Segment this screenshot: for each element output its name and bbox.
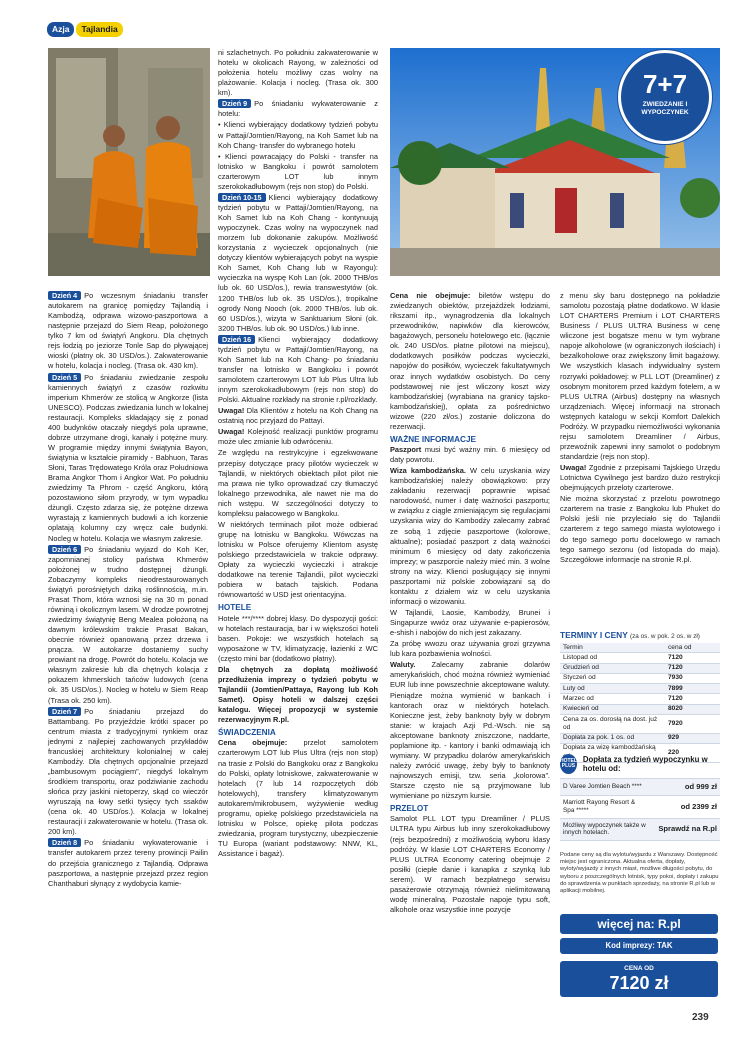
table-row [560, 643, 720, 653]
body-paragraph [390, 291, 550, 432]
hotel-supplement-title: Dopłata za tydzień wypoczynku w hotelu od: [582, 755, 708, 773]
body-text: W celu uzyskania wizy kambodżańskiej należy obowiązkowo: przy zakładaniu rezerwacji poprawnie wpisać narodowość, numer i datę ważności paszportu; w związku z ciągle zmieniającym się regulacjami uzyskania wizy do Kambodży zalecamy zabrać ze sobą 1 zdjęcie paszportowe (kolorowe, aktualne); posiadać paszport z datą ważności minimum 6 miesięcy od daty zakończenia imprezy; w paszporcie należy mieć min. 3 wolne strony na wizy. Klienci posługujący się innymi paszportami niż polskie zobowiązani są do kontaktu z działem wiz w celu uzyskania informacji o wizowaniu. [390, 466, 551, 606]
body-text: z menu sky baru dostępnego na pokładzie samolotu pozostają płatne dodatkowo. W klasie LOT CHARTERS Premium i LOT CHARTERS Business / PLUS ULTRA Business w cenę wliczone jest bogatsze menu w tym wybrane napoje alkoholowe (w ograniczonych ilościach) i bezalkoholowe oraz zwiększony limit bagażowy. We wszystkich klasach indywidualny system rozrywki pokładowej: w PLL LOT (Dreamliner) z osobnym monitorem przed każdym fotelem, a w PLUS ULTRA (Airbus) dostępny na własnych urządzeniach. Więcej informacji na stronach wstępnych katalogu w sekcji Komfort Dalekich Podróży. W przypadku niemożliwości wykonania rejsu samolotem Dreamliner / Airbus, przewoźnik zapewni inny samolot o podobnym standardzie (rejs non stop). [560, 291, 720, 461]
price-cell: 7930 [665, 673, 720, 683]
prices-title: TERMINY I CENY [560, 630, 628, 640]
monks-photo [48, 48, 210, 276]
term-cell: Termin [560, 643, 665, 653]
bullet-text: • Klienci powracający do Polski - transfer na lotnisko w Bangkoku i powrót samolotem czarterowym LOT lub innym szerokokadłubowym (rejs non stop) do Polski. [218, 151, 378, 191]
body-bold: Cena nie obejmuje: [390, 291, 471, 300]
day-paragraph [48, 291, 208, 372]
body-paragraph [560, 291, 720, 462]
price-from-label: CENA OD [624, 965, 654, 972]
body-paragraph [390, 608, 550, 638]
tour-type-badge [618, 50, 712, 144]
note-paragraph [218, 427, 378, 447]
day-text: Po śniadaniu wykwaterowanie i transfer autokarem przez tereny prowincji Pailin do przejścia granicznego z Tajlandią. Odprawa paszportowa, a następnie przejazd przez region Chanthaburi słynący z wydobycia kamie- [48, 838, 208, 888]
prices-heading [560, 630, 700, 642]
table-row [560, 694, 720, 704]
day-text: Po śniadaniu przejazd do Battambang. Po przyjeździe krótki spacer po centrum miasta z tradycyjnymi rynkiem oraz jednymi z najlepiej zachowanych przykładów francuskiej architektury kolonialnej w całej Kambodży. Dla chętnych opcjonalnie przejazd „bambusowym pociągiem”, niegdyś lokalnym środkiem transportu, oraz podziwianie zachodu słońca przy jaskini nietoperzy, skąd co wieczór wyruszają na łowy setki tysięcy tych ssaków (cena ok. 40 USD/os.). Kolacja w lokalnej restauracji i zakwaterowanie w hotelu. (Trasa ok. 200 km). [48, 706, 208, 837]
hotel-price: Sprawdź na R.pl [658, 823, 717, 833]
page-number: 239 [692, 1012, 709, 1023]
hotel-name: D Varee Jomtien Beach **** [563, 783, 642, 791]
bullet-paragraph [218, 152, 378, 192]
price-table [560, 643, 720, 763]
price-cell: 220 [665, 743, 720, 762]
price-cell: cena od [665, 643, 720, 653]
info-column-3 [390, 291, 550, 916]
hotel-row[interactable] [560, 779, 720, 796]
body-text: Zalecamy zabranie dolarów amerykańskich, choć można również wymieniać EUR lub inne powszechnie akceptowane waluty. Pieniądze można wymienić w bankach i kantorach oraz w niektórych hotelach. Konieczne jest, żeby banknoty były w dobrym stanie: w krajach Azji Pd.-Wsch. nie są akceptowane banknoty zniszczone, naddarte, poplamione itp. - kantory i banki odmawiają ich wymiany. W przypadku dolarów amerykańskich należy zwrócić uwagę, żeby były to banknoty najnowszych emisji, tzw. seria „kolorowa”. Starsze często nie są przyjmowane lub wymieniane po niższym kursie. [390, 660, 550, 801]
hotel-plus-icon: HOTEL PLUS [560, 754, 577, 774]
body-paragraph [560, 463, 720, 493]
body-text: biletów wstępu do zwiedzanych obiektów, przejażdżek łodziami, rikszami itp., wynagrodzenia dla lokalnych przewodników, napiwków dla kierowców, bagażowych, personelu hotelowego etc. (łącznie ok. 240 USD/os. płatne pilotowi na miejscu), dodatkowych posiłków podczas wycieczki, napojów do posiłków, wycieczek fakultatywnych oraz innych wydatków osobistych. Do ceny podstawowej nie jest wliczony koszt wizy kambodżańskiej (wyrabiana na granicy tajsko-kambodżańskiej), opłata za pośrednictwo wizowe (220 zł/os.) zostanie doliczona do rezerwacji. [390, 291, 551, 431]
day-label: Dzień 9 [218, 99, 251, 108]
itinerary-column-2 [218, 48, 378, 860]
table-row [560, 663, 720, 673]
body-paragraph [390, 639, 550, 659]
day-label: Dzień 10-15 [218, 193, 266, 202]
price-cell: 7899 [665, 684, 720, 694]
body-text: musi być ważny min. 6 miesięcy od daty powrotu. [390, 445, 550, 465]
info-column-4 [560, 291, 720, 566]
breadcrumb [47, 22, 123, 37]
body-bold: Uwaga! [560, 463, 587, 473]
price-cell: 7120 [665, 653, 720, 663]
table-row [560, 673, 720, 683]
prices-note: (za os. w pok. 2 os. w zł) [629, 633, 700, 640]
body-paragraph [560, 494, 720, 564]
body-bold: Waluty. [390, 660, 416, 670]
table-row [560, 653, 720, 663]
body-bold: Wiza kambodżańska. [390, 466, 466, 476]
body-bold: Dla chętnych za dopłatą możliwość przedłużenia imprezy o tydzień pobytu w Tajlandii (Jomtien/Pattaya, Rayong lub Koh Samet). Opisy hoteli w dalszej części katalogu. Więcej propozycji w systemie rezerwacyjnym R.pl. [218, 664, 378, 725]
bullet-text: • Klienci wybierający dodatkowy tydzień pobytu w Pattaji/Jomtien/Rayong, na Koh Samet lub na Koh Chang- transfer do wybranego hotelu [218, 120, 378, 150]
hotel-row[interactable] [560, 819, 720, 841]
note-bold: Uwaga! [218, 406, 245, 416]
breadcrumb-country[interactable]: Tajlandia [76, 22, 122, 37]
price-cell: 7120 [665, 663, 720, 673]
body-paragraph [218, 520, 378, 601]
body-paragraph [390, 445, 550, 465]
term-cell: Cena za os. dorosłą na dost. już od [560, 715, 665, 734]
term-cell: Grudzień od [560, 663, 665, 673]
more-info-button[interactable]: więcej na: R.pl [560, 914, 718, 934]
term-cell: Marzec od [560, 694, 665, 704]
tour-code-label: Kod imprezy: TAK [560, 938, 718, 954]
body-paragraph [218, 665, 378, 725]
term-cell: Listopad od [560, 653, 665, 663]
body-paragraph [218, 614, 378, 664]
term-cell: Dopłata za pok. 1 os. od [560, 733, 665, 743]
table-row [560, 704, 720, 714]
hotel-supplement-box [560, 750, 720, 841]
body-text: Hotele ***/**** dobrej klasy. Do dyspozycji gości: w hotelach restauracja, bar i w większości hoteli basen. Pokoje: we wszystkich hotelach są wyposażone w TV, klimatyzację, łazienki z WC (często mini bar (dodatkowo płatny). [218, 613, 378, 663]
body-paragraph [390, 660, 550, 801]
body-bold: Cena obejmuje: [218, 738, 288, 748]
day-text: Po śniadaniu zwiedzanie zespołu kamiennych świątyń z czasów rozkwitu imperium Khmerów ze stolicą w Angkorze (lista UNESCO). Podczas zwiedzania lunch w lokalnej restauracji. Kompleks składający się z ponad 400 budynków otaczały niegdyś pola uprawne, dobrze utrzymane drogi, kanały i potężne mury. W programie między innymi świątynia Bayon, świątynia w kształcie piramidy - Babhuon, Taras Słoni, Taras Trędowatego Króla oraz Południowa Brama Angkor Thom i Angkor Wat. Po południu zwiedzimy Ta Phrom - część Angkoru, którą pozostawiono siłom przyrody, w tym wypadku dżungli. Często zdarza się, że potężne drzewa wyrastają z kamiennych budowli a ich korzenie oplatają kolumny czy wręcz całe budynki. Nocleg w hotelu. Kolacja we własnym zakresie. [48, 372, 208, 543]
body-text: Za próbę wwozu oraz używania grozi grzywna lub kara pozbawienia wolności. [390, 639, 550, 659]
day-text: Klienci wybierający dodatkowy tydzień pobytu w Pattaji/Jomtien/Rayong, na Koh Samet lub na Koh Chang - kontynuują wypoczynek. Czas wolny na wypoczynek nad morzem lub dokonanie zakupów. Możliwość korzystania z wycieczek opcjonalnych (nie dotyczy klientów wybierających pobyt na wyspie Koh Samet, Koh Chang lub w Rayongu): wycieczka na wyspę Koh Lan (ok. 2000 THB/os lub ok. 60 USD/os.), rewia transwestytów (ok. 1200 THB/os lub ok. 35 USD/os.), tropikalne ogrody Nong Nooch (ok. 2000 THB/os. lub ok. 60 USD/os.), wizyta w Sanktuarium Słoni (ok. 3200 THB/os. lub ok. 90 USD/os.) lub inne. [218, 192, 378, 333]
price-cell: 8020 [665, 704, 720, 714]
day-label: Dzień 4 [48, 291, 81, 300]
body-paragraph [218, 738, 378, 859]
day-paragraph [218, 335, 378, 405]
itinerary-column-1 [48, 291, 208, 890]
note-text: Dla Klientów z hotelu na Koh Chang na ostatnią noc przyjazd do Pattayi. [218, 406, 378, 426]
day-paragraph [218, 99, 378, 119]
body-paragraph [390, 814, 550, 915]
body-text: W Tajlandii, Laosie, Kambodży, Brunei i Singapurze wwóz oraz używanie e-papierosów, e-shish i nabojów do nich jest zakazany. [390, 608, 550, 638]
body-text: Samolot PLL LOT typu Dreamliner / PLUS ULTRA typu Airbus lub inny szerokokadłubowy (rejs bezpośredni) z możliwością wyboru klasy podróży. W klasie LOT CHARTERS Economy / PLUS ULTRA Economy catering obejmuje 2 posiłki (ciepłe danie i kanapka z szynką lub serem). W ramach bezpłatnego serwisu pasażerowie otrzymają również nielimitowaną wodę mineralną. Pozostałe napoje typu soft, alkohole oraz wszystkie inne pozycje [390, 814, 550, 914]
day-text: Po wczesnym śniadaniu transfer autokarem na granicę pomiędzy Tajlandią i Kambodżą, odprawa wizowo-paszportowa a następnie przejazd do Siem Reap, położonego tylko 7 km od świątyń Angkoru. Dla chętnych rejs łodzią po jeziorze Tonle Sap do pływającej wioski (płatny ok. 30 USD/os.). Zakwaterowanie w hotelu, kolacja i nocleg. (Trasa ok. 430 km). [48, 291, 208, 371]
breadcrumb-region[interactable]: Azja [47, 22, 74, 37]
monks-illustration [48, 48, 210, 276]
price-from-value: 7120 zł [609, 973, 669, 993]
table-row [560, 684, 720, 694]
day-text: Po śniadaniu wyjazd do Koh Ker, zapomnianej stolicy państwa Khmerów położonej w trudno dostępnej dżungli. Zobaczymy kompleks nieodrestaurowanych świątyń porośniętych dziką roślinnością, m.in. Prasat Thom, która wznosi się na 30 m ponad równiną i okolicznym lasem. W drodze powrotnej zwiedzimy świątynię Beng Mealea położoną na dawnym królewskim trakcie Prasat Bakan, obecnie również opanowaną przez drzewa i pnącza. W autokarze dostaniemy suchy prowiant na drogę. Powrót do hotelu. Kolacja we własnym zakresie lub dla chętnych kolacja z pokazem khmerskich tańców ludowych (cena ok. 35 USD/os.). Nocleg w hotelu w Siem Reap (Trasa ok. 250 km). [48, 544, 208, 705]
price-cell: 7920 [665, 715, 720, 734]
price-cell: 7120 [665, 694, 720, 704]
section-heading-flight: PRZELOT [390, 804, 429, 814]
day-paragraph [48, 373, 208, 544]
day-paragraph [48, 707, 208, 838]
section-heading-hotels: HOTELE [218, 603, 252, 613]
section-heading-services: ŚWIADCZENIA [218, 728, 276, 738]
hotel-row[interactable] [560, 796, 720, 818]
day-paragraph [48, 838, 208, 888]
hotel-supplement-header [560, 750, 720, 779]
day-label: Dzień 8 [48, 838, 81, 847]
body-text: przelot samolotem czarterowym LOT lub Plus Ultra (rejs non stop) na trasie z Polski do Bangkoku oraz z Bangkoku do Polski, opłaty lotniskowe, zakwaterowanie w hotelach (7 lub 14 rozpoczętych dób hotelowych), transfery klimatyzowanym autokarem/mikrobusem, wyżywienie według programu, opiekę polskiego przedstawiciela na lotnisku w Polsce, opiekę pilota podczas zwiedzania, program turystyczny, ubezpieczenie TU Europa (wariant podstawowy: NNW, KL, Assistance i bagaż). [218, 738, 379, 859]
body-paragraph [218, 448, 378, 518]
body-text: W niektórych terminach pilot może odbierać grupę na lotnisku w Bangkoku. Wówczas na lotnisku w Polsce oferujemy Klientom asystę polskiego przedstawiciela w trakcie odprawy. Opłaty za wycieczki wycieczki i atrakcje dodatkowe na terenie Tajlandii, pilot wycieczki pobiera w batach tajskich. Podana równowartość w USD jest orientacyjna. [218, 519, 378, 600]
badge-number: 7+7 [642, 69, 688, 99]
day-label: Dzień 5 [48, 373, 81, 382]
term-cell: Kwiecień od [560, 704, 665, 714]
price-cell: 929 [665, 733, 720, 743]
body-paragraph [390, 466, 550, 607]
body-bold: Paszport [390, 445, 422, 455]
table-row [560, 733, 720, 743]
body-text: Zgodnie z przepisami Tajskiego Urzędu Lotnictwa Cywilnego jest bardzo dużo restrykcji obejmujących przeloty czarterowe. [560, 463, 720, 493]
body-text: Nie można skorzystać z przelotu powrotnego czarterem na trasie z Bangkoku lub Phuket do Polski jeśli nie przyleciało się do Tajlandii czarterem z tego samego miasta wylotowego i do tego samego portu docelowego w ramach tego samego sezonu (od listopada do maja). Szczegółowe informacje na stronie R.pl. [560, 494, 720, 564]
price-from-box[interactable] [560, 961, 718, 997]
day-text: Po śniadaniu wykwaterowanie z hotelu: [218, 99, 378, 119]
day-label: Dzień 6 [48, 545, 81, 554]
body-paragraph [218, 48, 378, 98]
day-paragraph [48, 545, 208, 706]
note-text: Kolejność realizacji punktów programu może ulec zmianie lub odwróceniu. [218, 427, 378, 447]
day-label: Dzień 16 [218, 335, 255, 344]
day-label: Dzień 7 [48, 707, 81, 716]
day-paragraph [218, 193, 378, 334]
note-bold: Uwaga! [218, 427, 245, 437]
term-cell: Luty od [560, 684, 665, 694]
hotel-name: Możliwy wypoczynek także w innych hotelach. [563, 821, 646, 837]
hotel-price: od 999 zł [684, 782, 717, 791]
note-paragraph [218, 406, 378, 426]
term-cell: Styczeń od [560, 673, 665, 683]
badge-label: ZWIEDZANIE I WYPOCZYNEK [641, 101, 689, 116]
bullet-paragraph [218, 120, 378, 150]
price-footnote: Podane ceny są dla wylotu/wyjazdu z Warszawy. Dostępność miejsc jest ograniczona. Aktualna oferta, dopłaty, wyloty/wyjazdy z innych miast, możliwe długości pobytu, do wyboru z poszczególnych lotnisk, typy pokoi, dopłaty i zakupu do sprawdzenia w punktach sprzedaży, na stronie R.pl lub w aplikacji mobilnej. [560, 852, 719, 895]
hotel-name: Marriott Rayong Resort & Spa ***** [563, 799, 636, 814]
section-heading-important: WAŻNE INFORMACJE [390, 434, 476, 444]
day-text: Klienci wybierający dodatkowy tydzień pobytu w Pattaji/Jomtien/Rayong, na Koh Samet lub na Koh Chang- po śniadaniu transfer na lotnisko w Bangkoku i powrót samolotem czarterowym LOT lub Plus Ultra lub innym szerokokadłubowym (rejs non stop) do Polski. Aktualne rozkłady na stronie r.pl/rozklady. [218, 334, 378, 405]
body-text: Ze względu na restrykcyjne i egzekwowane przepisy dotyczące pracy pilotów wycieczek w Tajlandii, w niektórych obiektach pilot pilot nie ma prawa nie tylko oprowadzać czy tłumaczyć lokalnego przewodnika, ale nawet nie ma do nich wstępu. W szczególności dotyczy to kompleksu pałacowego w Bangkoku. [218, 448, 378, 518]
term-cell: Dopłata za wizę kambodżańską [560, 743, 665, 762]
hotel-price: od 2399 zł [680, 801, 717, 811]
table-row [560, 715, 720, 734]
body-text: ni szlachetnych. Po południu zakwaterowanie w hotelu w okolicach Rayong, w zależności od położenia hotelu możliwy czas wolny na plażowanie. Kolacja i nocleg. (Trasa ok. 300 km). [218, 48, 378, 98]
